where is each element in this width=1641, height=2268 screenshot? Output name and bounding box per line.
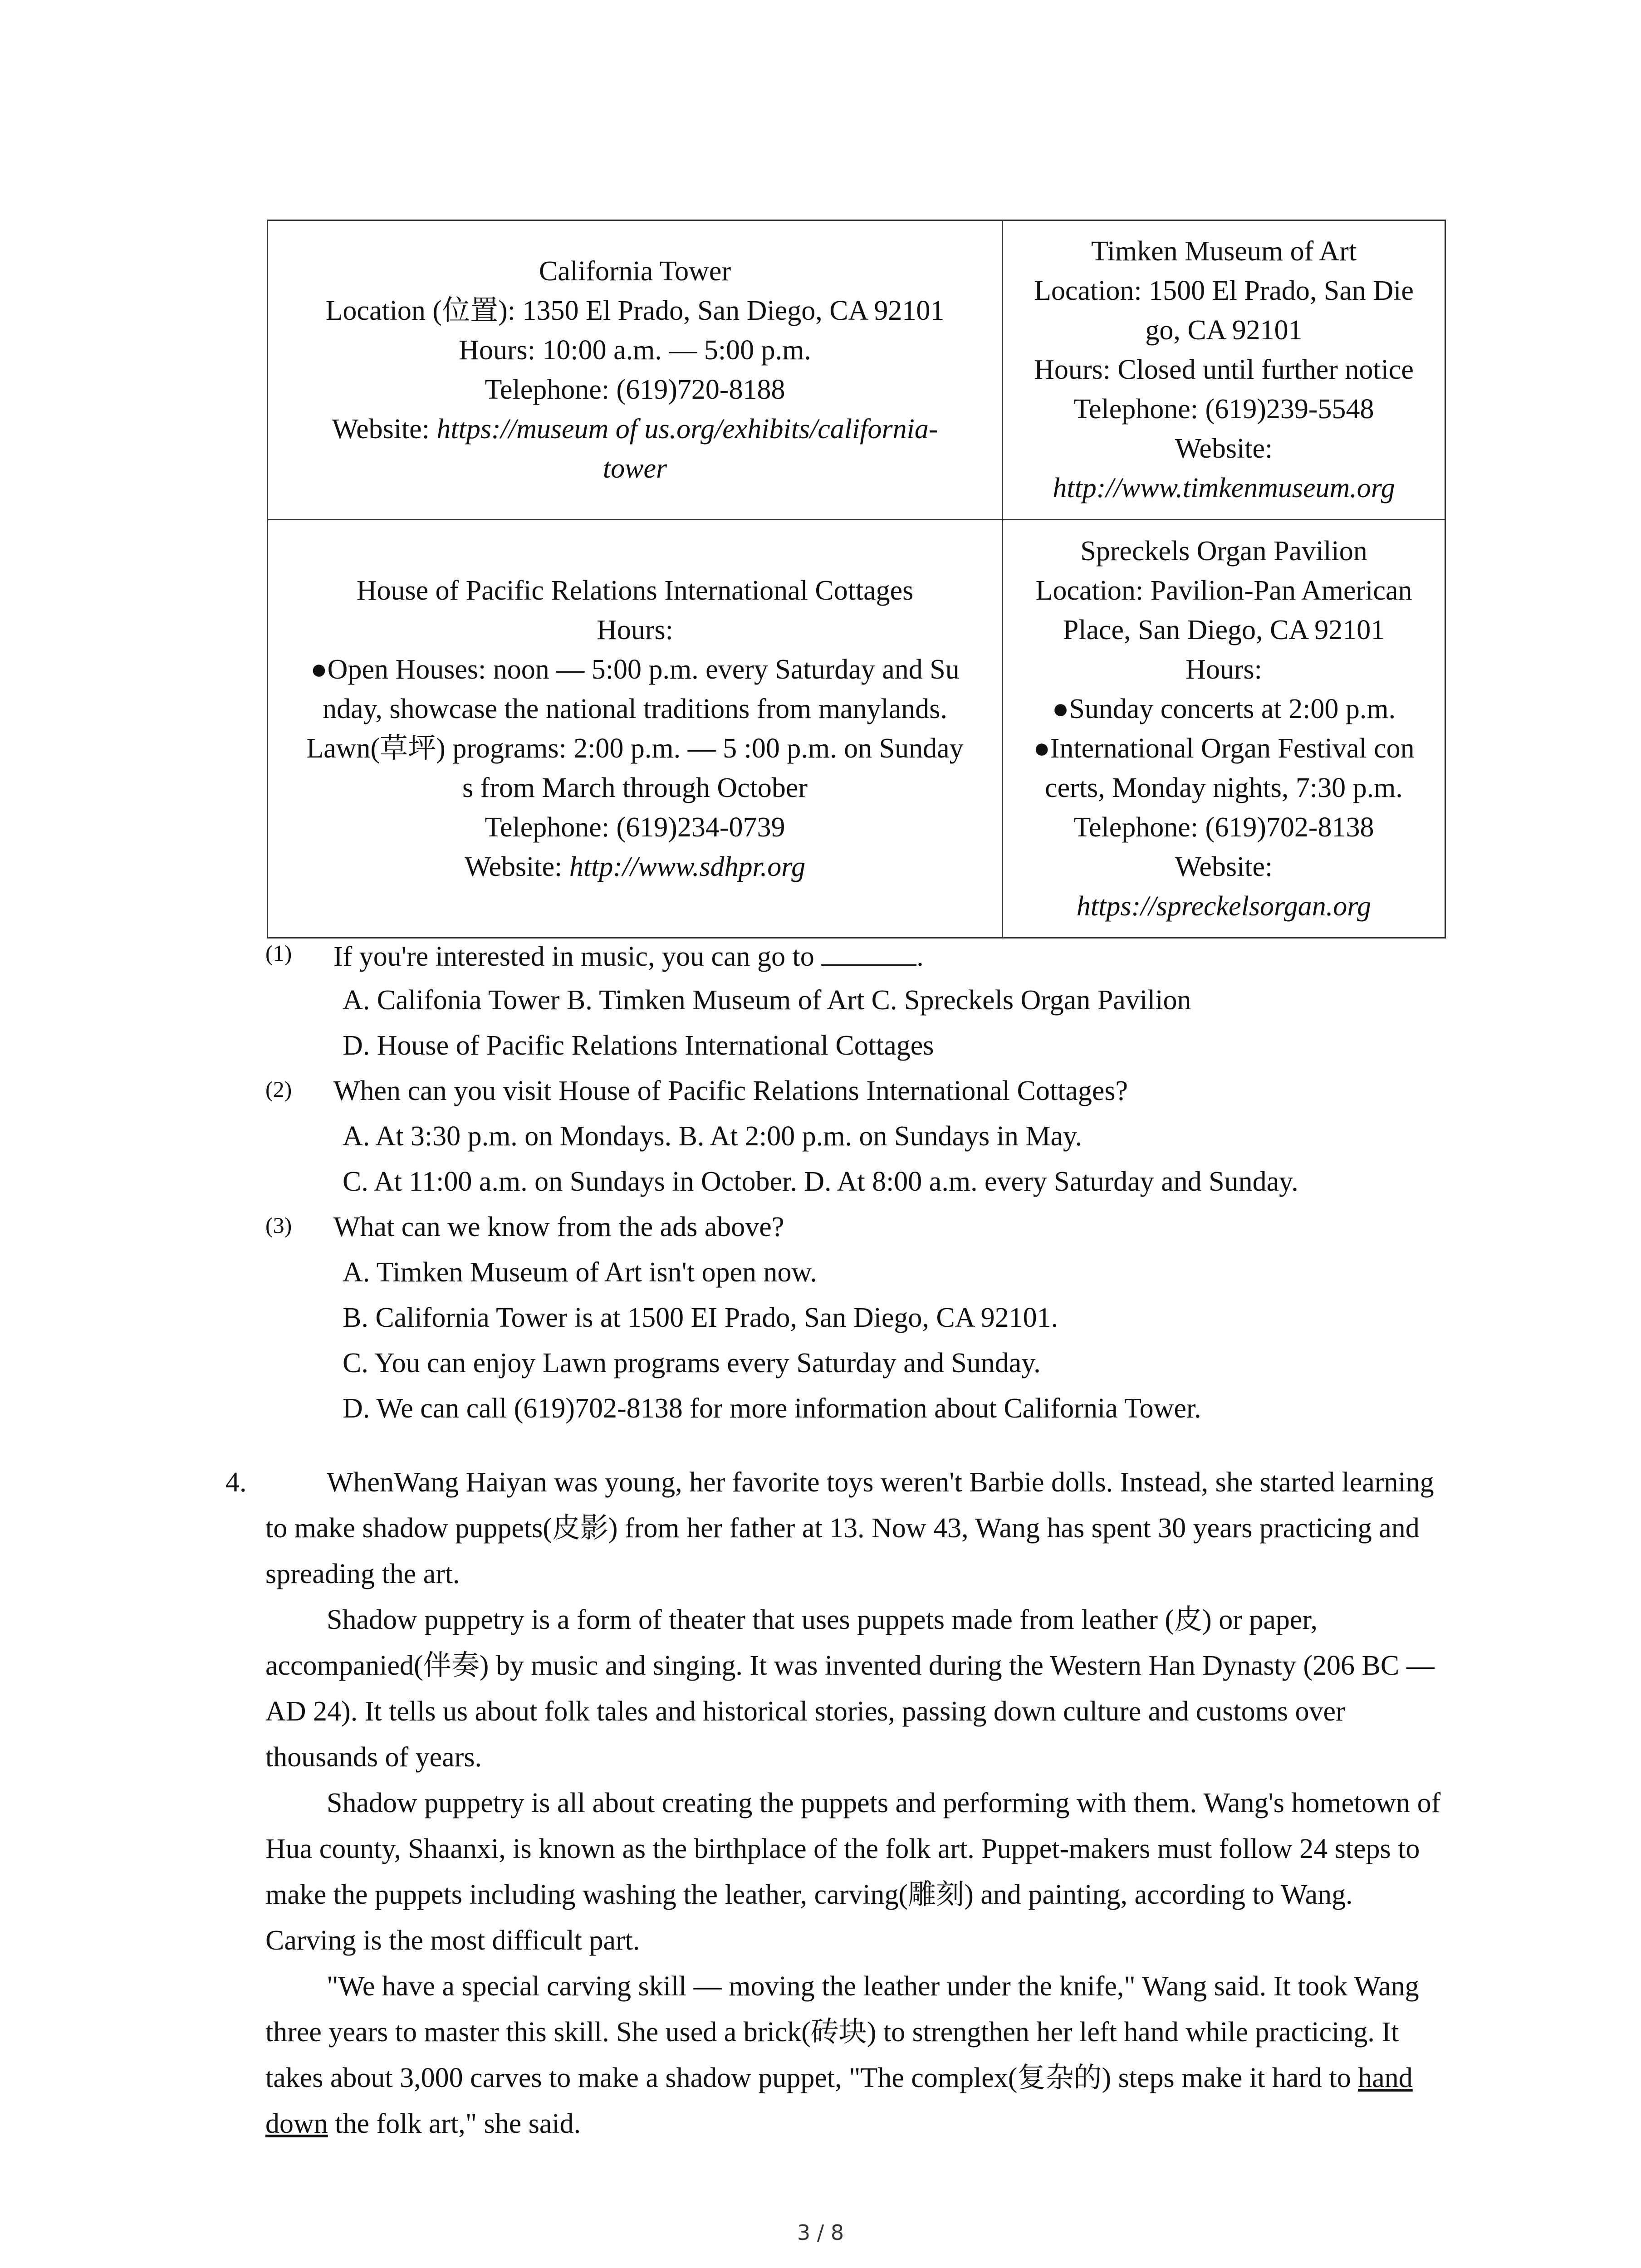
venue-location-cont: Place, San Diego, CA 92101: [1063, 614, 1385, 645]
question-number: (1): [265, 940, 292, 966]
stem-text: If you're interested in music, you can go to: [333, 941, 822, 972]
website-link[interactable]: https://spreckelsorgan.org: [1076, 890, 1372, 922]
option-line: D. House of Pacific Relations International Cottages: [343, 1030, 934, 1061]
paragraph-text-end: the folk art," she said.: [328, 2108, 581, 2139]
reading-passage: [265, 1460, 1445, 2147]
venue-hours: Hours: 10:00 a.m. — 5:00 p.m.: [459, 334, 811, 366]
venue-name: Timken Museum of Art: [1091, 236, 1357, 267]
venue-telephone: Telephone: (619)702-8138: [1073, 811, 1374, 843]
page-number: 3 / 8: [797, 2220, 844, 2245]
paragraph: WhenWang Haiyan was young, her favorite toys weren't Barbie dolls. Instead, she started learning to make shadow puppets(皮影) from her father at 13. Now 43, Wang has spent 30 years practicing and spreading the art.: [265, 1467, 1434, 1589]
paragraph-text: "We have a special carving skill — moving the leather under the knife," Wang said. It took Wang three years to master this skill. She used a brick(砖块) to strengthen her left hand while practicing. It takes about 3,000 carves to make a shadow puppet, "The complex(复杂的) steps make it hard to: [265, 1971, 1419, 2093]
hours-line: ●Open Houses: noon — 5:00 p.m. every Saturday and Su: [310, 654, 960, 685]
venue-name: Spreckels Organ Pavilion: [1080, 535, 1367, 567]
website-link[interactable]: http://www.timkenmuseum.org: [1053, 473, 1395, 503]
option-line: A. Califonia Tower B. Timken Museum of Art C. Spreckels Organ Pavilion: [343, 985, 1191, 1016]
website-label: Website:: [1175, 851, 1273, 882]
website-label: Website:: [464, 851, 569, 882]
question-stem: What can we know from the ads above?: [333, 1212, 784, 1242]
hours-line: nday, showcase the national traditions from manylands.: [323, 693, 947, 724]
question-number: (3): [265, 1212, 292, 1238]
ads-table: [267, 220, 1446, 938]
pacific-relations-cell: [268, 520, 1003, 938]
item-number: 4.: [225, 1467, 247, 1498]
paragraph: Shadow puppetry is a form of theater that uses puppets made from leather (皮) or paper, accompanied(伴奏) by music and singing. It was invented during the Western Han Dynasty (206 BC — AD 24). It tells us about folk tales and historical stories, passing down culture and customs over thousands of years.: [265, 1604, 1435, 1773]
website-label: Website:: [332, 413, 437, 445]
spreckels-organ-cell: [1003, 520, 1445, 938]
venue-telephone: Telephone: (619)234-0739: [485, 811, 785, 843]
option-line: A. Timken Museum of Art isn't open now.: [343, 1257, 817, 1288]
question-stem: [333, 939, 924, 973]
hours-line: s from March through October: [462, 772, 808, 803]
venue-location: Location: 1500 El Prado, San Die: [1034, 275, 1414, 306]
venue-name: California Tower: [539, 255, 731, 287]
option-line: C. At 11:00 a.m. on Sundays in October. D. At 8:00 a.m. every Saturday and Sunday.: [343, 1166, 1298, 1197]
stem-end: .: [916, 941, 924, 972]
option-line: C. You can enjoy Lawn programs every Saturday and Sunday.: [343, 1348, 1041, 1378]
paragraph: [265, 1964, 1445, 2147]
venue-location: Location (位置): 1350 El Prado, San Diego, CA 92101: [325, 295, 945, 326]
option-line: A. At 3:30 p.m. on Mondays. B. At 2:00 p.m. on Sundays in May.: [343, 1121, 1083, 1152]
california-tower-cell: [268, 220, 1003, 520]
option-line: D. We can call (619)702-8138 for more information about California Tower.: [343, 1393, 1201, 1424]
website-link[interactable]: https://museum of us.org/exhibits/california-: [436, 413, 938, 445]
hours-line: Lawn(草坪) programs: 2:00 p.m. — 5 :00 p.m. on Sunday: [306, 733, 964, 764]
hours-line: ●Sunday concerts at 2:00 p.m.: [1052, 693, 1396, 724]
venue-location-cont: go, CA 92101: [1145, 315, 1303, 346]
website-link-cont[interactable]: tower: [603, 453, 667, 484]
hours-label: Hours:: [1185, 654, 1262, 685]
venue-location: Location: Pavilion-Pan American: [1035, 575, 1412, 606]
underlined-phrase: hand down: [265, 2063, 1413, 2139]
website-label: Website:: [1175, 433, 1273, 464]
website-link[interactable]: http://www.sdhpr.org: [569, 851, 806, 882]
venue-telephone: Telephone: (619)239-5548: [1073, 394, 1374, 425]
timken-museum-cell: [1003, 220, 1445, 520]
option-line: B. California Tower is at 1500 EI Prado, San Diego, CA 92101.: [343, 1302, 1058, 1333]
paragraph: Shadow puppetry is all about creating the puppets and performing with them. Wang's hometown of Hua county, Shaanxi, is known as the birthplace of the folk art. Puppet-makers must follow 24 steps to make the puppets including washing the leather, carving(雕刻) and painting, according to Wang. Carving is the most difficult part.: [265, 1788, 1441, 1956]
question-number: (2): [265, 1076, 292, 1102]
venue-telephone: Telephone: (619)720-8188: [485, 374, 785, 405]
answer-blank: [821, 939, 916, 966]
hours-line: ●International Organ Festival con: [1033, 733, 1415, 764]
venue-hours: Hours: Closed until further notice: [1034, 354, 1414, 385]
question-stem: When can you visit House of Pacific Relations International Cottages?: [333, 1075, 1128, 1106]
hours-label: Hours:: [597, 614, 673, 645]
hours-line: certs, Monday nights, 7:30 p.m.: [1045, 772, 1403, 803]
venue-name: House of Pacific Relations International Cottages: [356, 575, 914, 606]
